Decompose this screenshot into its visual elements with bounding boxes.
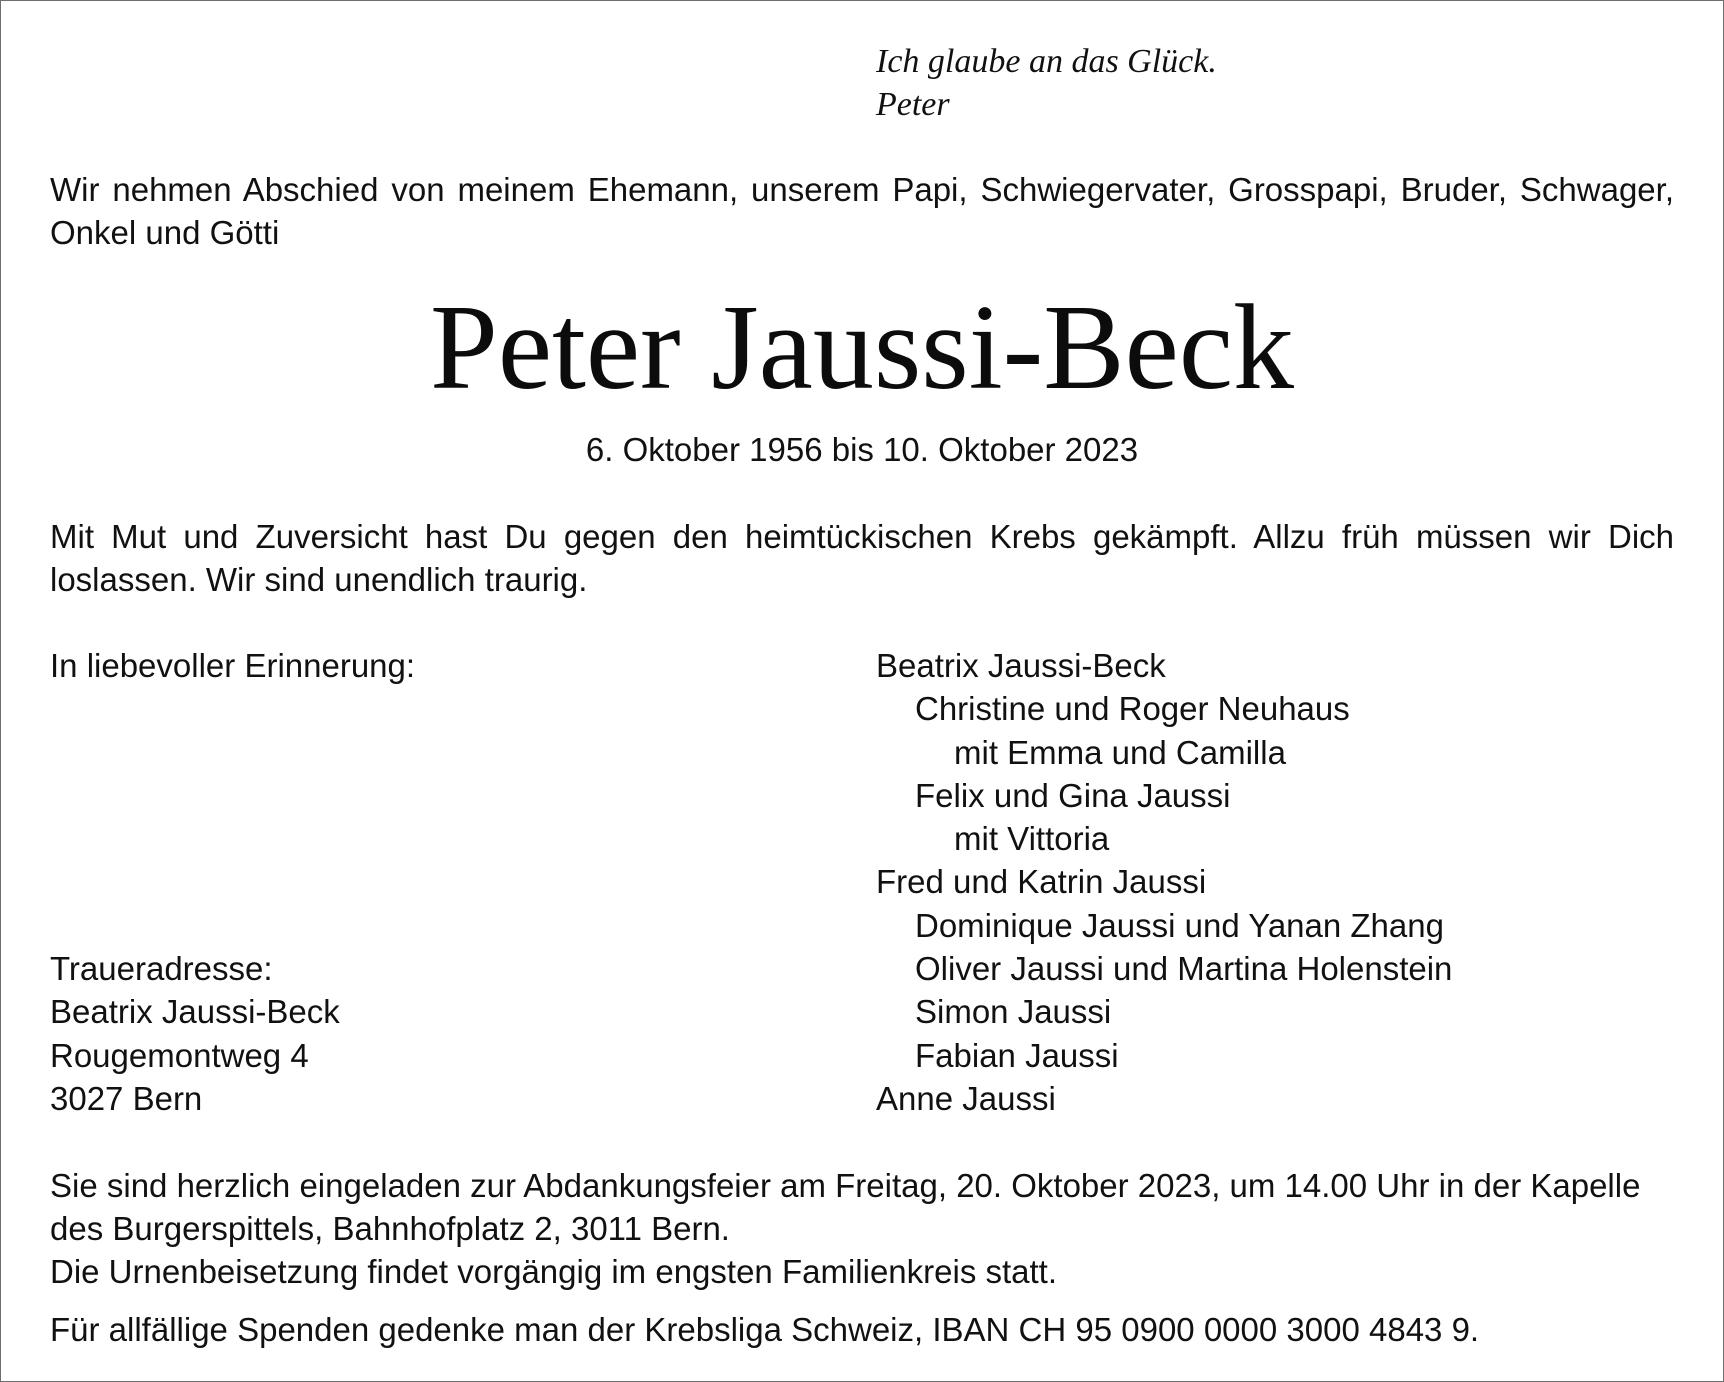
address-city: 3027 Bern bbox=[50, 1079, 203, 1117]
family-member: Fabian Jaussi bbox=[915, 1036, 1119, 1074]
service-invitation: Sie sind herzlich eingeladen zur Abdankungsfeier am Freitag, 20. Oktober 2023, um 14.00 Uhr in der Kapelle des Burgerspittels, Bahnhofplatz 2, 3011 Bern. bbox=[50, 1167, 1641, 1247]
burial-note: Die Urnenbeisetzung findet vorgängig im engsten Familienkreis statt. bbox=[50, 1253, 1058, 1290]
family-member: mit Emma und Camilla bbox=[954, 733, 1286, 771]
service-info bbox=[50, 1164, 1674, 1293]
family-member: Fred und Katrin Jaussi bbox=[876, 863, 1207, 901]
address-label: Traueradresse: bbox=[50, 950, 273, 987]
memory-label: In liebevoller Erinnerung: bbox=[50, 647, 416, 684]
family-member: Anne Jaussi bbox=[876, 1079, 1056, 1117]
donation-note: Für allfällige Spenden gedenke man der Krebsliga Schweiz, IBAN CH 95 0900 0000 3000 4843 9. bbox=[50, 1311, 1480, 1348]
deceased-name: Peter Jaussi-Beck bbox=[430, 280, 1294, 415]
address-street: Rougemontweg 4 bbox=[50, 1036, 309, 1074]
family-member: Oliver Jaussi und Martina Holenstein bbox=[915, 950, 1453, 988]
address-name: Beatrix Jaussi-Beck bbox=[50, 993, 340, 1031]
tribute-text: Mit Mut und Zuversicht hast Du gegen den heimtückischen Krebs gekämpft. Allzu früh müssen wir Dich loslassen. Wir sind unendlich traurig. bbox=[50, 518, 1674, 598]
intro-text: Wir nehmen Abschied von meinem Ehemann, unserem Papi, Schwiegervater, Grosspapi, Bruder, Schwager, Onkel und Götti bbox=[50, 171, 1674, 251]
family-member: Beatrix Jaussi-Beck bbox=[876, 647, 1166, 684]
life-dates: 6. Oktober 1956 bis 10. Oktober 2023 bbox=[585, 431, 1139, 468]
motto-quote bbox=[876, 40, 1217, 126]
motto-line: Ich glaube an das Glück. bbox=[876, 43, 1217, 80]
motto-signature: Peter bbox=[876, 86, 950, 123]
family-list bbox=[876, 644, 1452, 1120]
family-member: Dominique Jaussi und Yanan Zhang bbox=[915, 906, 1444, 944]
family-member: Felix und Gina Jaussi bbox=[915, 776, 1231, 814]
family-member: mit Vittoria bbox=[954, 820, 1110, 858]
family-member: Christine und Roger Neuhaus bbox=[915, 690, 1350, 728]
family-member: Simon Jaussi bbox=[915, 993, 1112, 1031]
mourning-address bbox=[50, 947, 340, 1120]
